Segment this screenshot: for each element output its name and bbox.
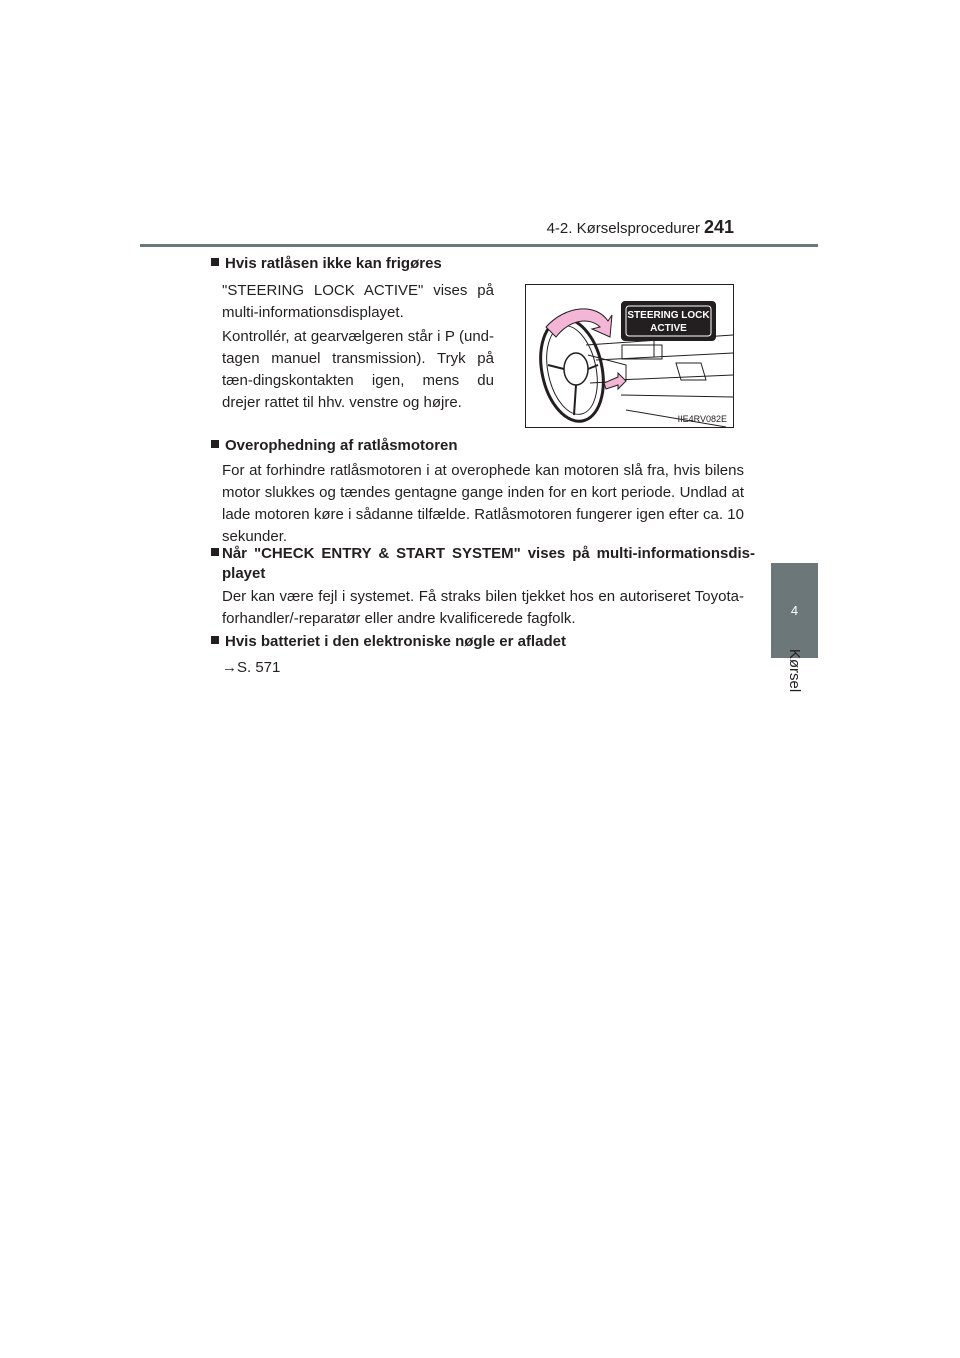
chapter-number: 4 [790,603,799,618]
section-title: 4-2. Kørselsprocedurer [546,220,700,237]
section-heading-text: Hvis batteriet i den elektroniske nøgle er afladet [225,633,566,650]
display-text-line1: STEERING LOCK [627,310,710,321]
paragraph: Der kan være fejl i systemet. Få straks bilen tjekket hos en autoriseret Toyota-forhandler/-reparatør eller andre kvalificerede fagfolk. [222,588,744,627]
steering-wheel-illustration [526,285,733,427]
bullet-square-icon [211,440,219,448]
steering-lock-illustration [525,284,734,428]
section-heading [211,254,511,274]
page-number: 241 [704,217,735,237]
section-heading [211,544,755,584]
chapter-label-text: Kørsel [786,648,803,692]
section-heading [211,436,751,456]
display-text-line2: ACTIVE [650,323,687,334]
section-heading-text: Når "CHECK ENTRY & START SYSTEM" vises på multi-informationsdis-playet [222,545,755,582]
paragraph: Kontrollér, at gearvælgeren står i P (und-tagen manuel transmission). Tryk på tæn-dingskontakten igen, mens du drejer rattet til hhv. venstre og højre. [222,328,494,411]
section-heading-text: Hvis ratlåsen ikke kan frigøres [225,255,442,272]
page-reference: →S. 571 [222,659,281,676]
bullet-square-icon [211,548,219,556]
paragraph: "STEERING LOCK ACTIVE" vises på multi-informationsdisplayet. [222,282,494,321]
section-heading [211,632,751,652]
bullet-square-icon [211,258,219,266]
chapter-label [771,620,818,720]
header-divider [140,244,818,247]
paragraph: For at forhindre ratlåsmotoren i at overophede kan motoren slå fra, hvis bilens motor slukkes og tændes gentagne gange inden for en kort periode. Undlad at lade motoren køre i sådanne tilfælde. Ratlåsmotoren fungerer igen efter ca. 10 sekunder. [222,462,744,545]
figure-code: IIE4RV082E [677,414,727,424]
section-heading-text: Overophedning af ratlåsmotoren [225,437,458,454]
bullet-square-icon [211,636,219,644]
